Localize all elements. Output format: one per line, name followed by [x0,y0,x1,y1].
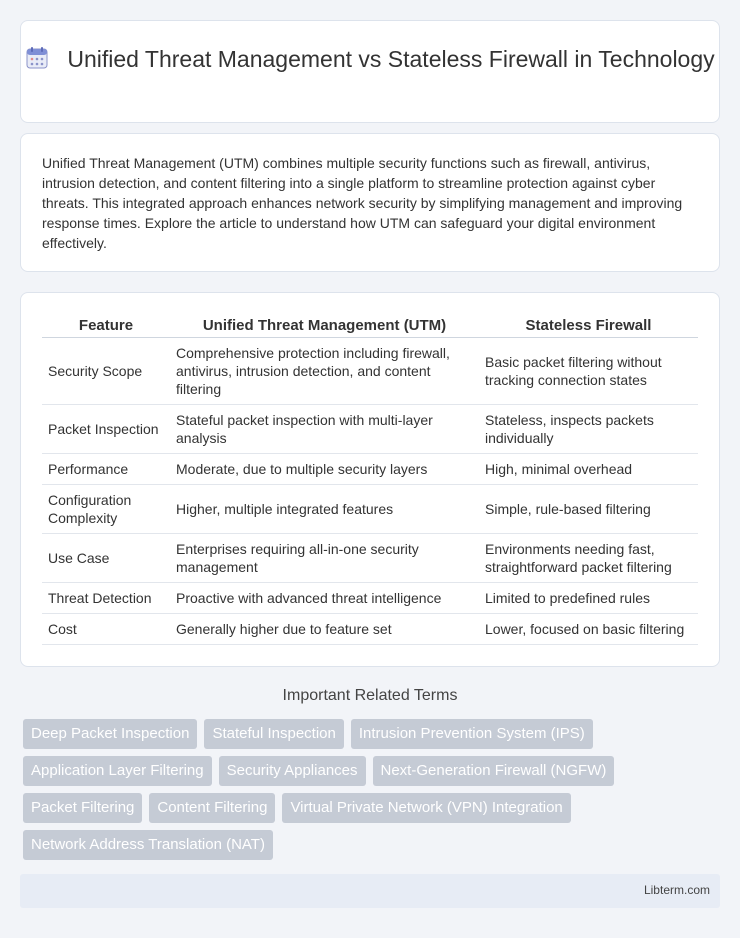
table-cell: Cost [42,614,170,645]
header-card [20,20,720,123]
table-cell: Stateful packet inspection with multi-layer analysis [170,405,479,454]
tag-application-layer-filtering[interactable]: Application Layer Filtering [23,756,212,786]
table-header-row [42,313,698,338]
comparison-table-card [20,292,720,667]
tag-packet-filtering[interactable]: Packet Filtering [23,793,142,823]
page-title-block [21,45,719,74]
table-cell: Comprehensive protection including firewall, antivirus, intrusion detection, and content filtering [170,338,479,405]
tag-security-appliances[interactable]: Security Appliances [219,756,366,786]
table-cell: Moderate, due to multiple security layers [170,454,479,485]
page-title: Unified Threat Management vs Stateless Firewall in Technology [67,46,715,72]
table-cell: Use Case [42,534,170,583]
table-cell: Proactive with advanced threat intelligence [170,583,479,614]
footer-brand-link[interactable]: Libterm.com [643,883,710,897]
tag-next-generation-firewall[interactable]: Next-Generation Firewall (NGFW) [373,756,615,786]
tag-network-address-translation[interactable]: Network Address Translation (NAT) [23,830,273,860]
comparison-table [42,313,698,645]
header-feature: Feature [42,313,170,338]
calendar-icon [25,46,49,70]
footer [20,874,720,908]
table-cell: Packet Inspection [42,405,170,454]
table-cell: Lower, focused on basic filtering [479,614,698,645]
table-row [42,583,698,614]
table-row [42,405,698,454]
header-utm: Unified Threat Management (UTM) [170,313,479,338]
tag-content-filtering[interactable]: Content Filtering [149,793,275,823]
table-cell: Stateless, inspects packets individually [479,405,698,454]
related-terms-title: Important Related Terms [282,687,458,704]
table-cell: High, minimal overhead [479,454,698,485]
table-row [42,485,698,534]
table-cell: Limited to predefined rules [479,583,698,614]
intro-card [20,133,720,272]
tag-vpn-integration[interactable]: Virtual Private Network (VPN) Integration [282,793,570,823]
table-cell: Configuration Complexity [42,485,170,534]
tag-stateful-inspection[interactable]: Stateful Inspection [204,719,343,749]
tag-deep-packet-inspection[interactable]: Deep Packet Inspection [23,719,197,749]
table-cell: Threat Detection [42,583,170,614]
table-row [42,614,698,645]
table-cell: Simple, rule-based filtering [479,485,698,534]
table-row [42,454,698,485]
intro-text: Unified Threat Management (UTM) combines multiple security functions such as firewall, antivirus, intrusion detection, and content filtering into a single platform to streamline protection against cyber threats. This integrated approach enhances network security by simplifying management and improving response times. Explore the article to understand how UTM can safeguard your digital environment effectively. [42,155,683,251]
tag-intrusion-prevention-system[interactable]: Intrusion Prevention System (IPS) [351,719,593,749]
table-cell: Environments needing fast, straightforward packet filtering [479,534,698,583]
table-cell: Higher, multiple integrated features [170,485,479,534]
table-row [42,534,698,583]
table-cell: Performance [42,454,170,485]
related-terms-list [23,719,703,860]
header-stateless-firewall: Stateless Firewall [479,313,698,338]
table-cell: Security Scope [42,338,170,405]
table-cell: Basic packet filtering without tracking connection states [479,338,698,405]
table-cell: Enterprises requiring all-in-one security management [170,534,479,583]
table-cell: Generally higher due to feature set [170,614,479,645]
table-row [42,338,698,405]
